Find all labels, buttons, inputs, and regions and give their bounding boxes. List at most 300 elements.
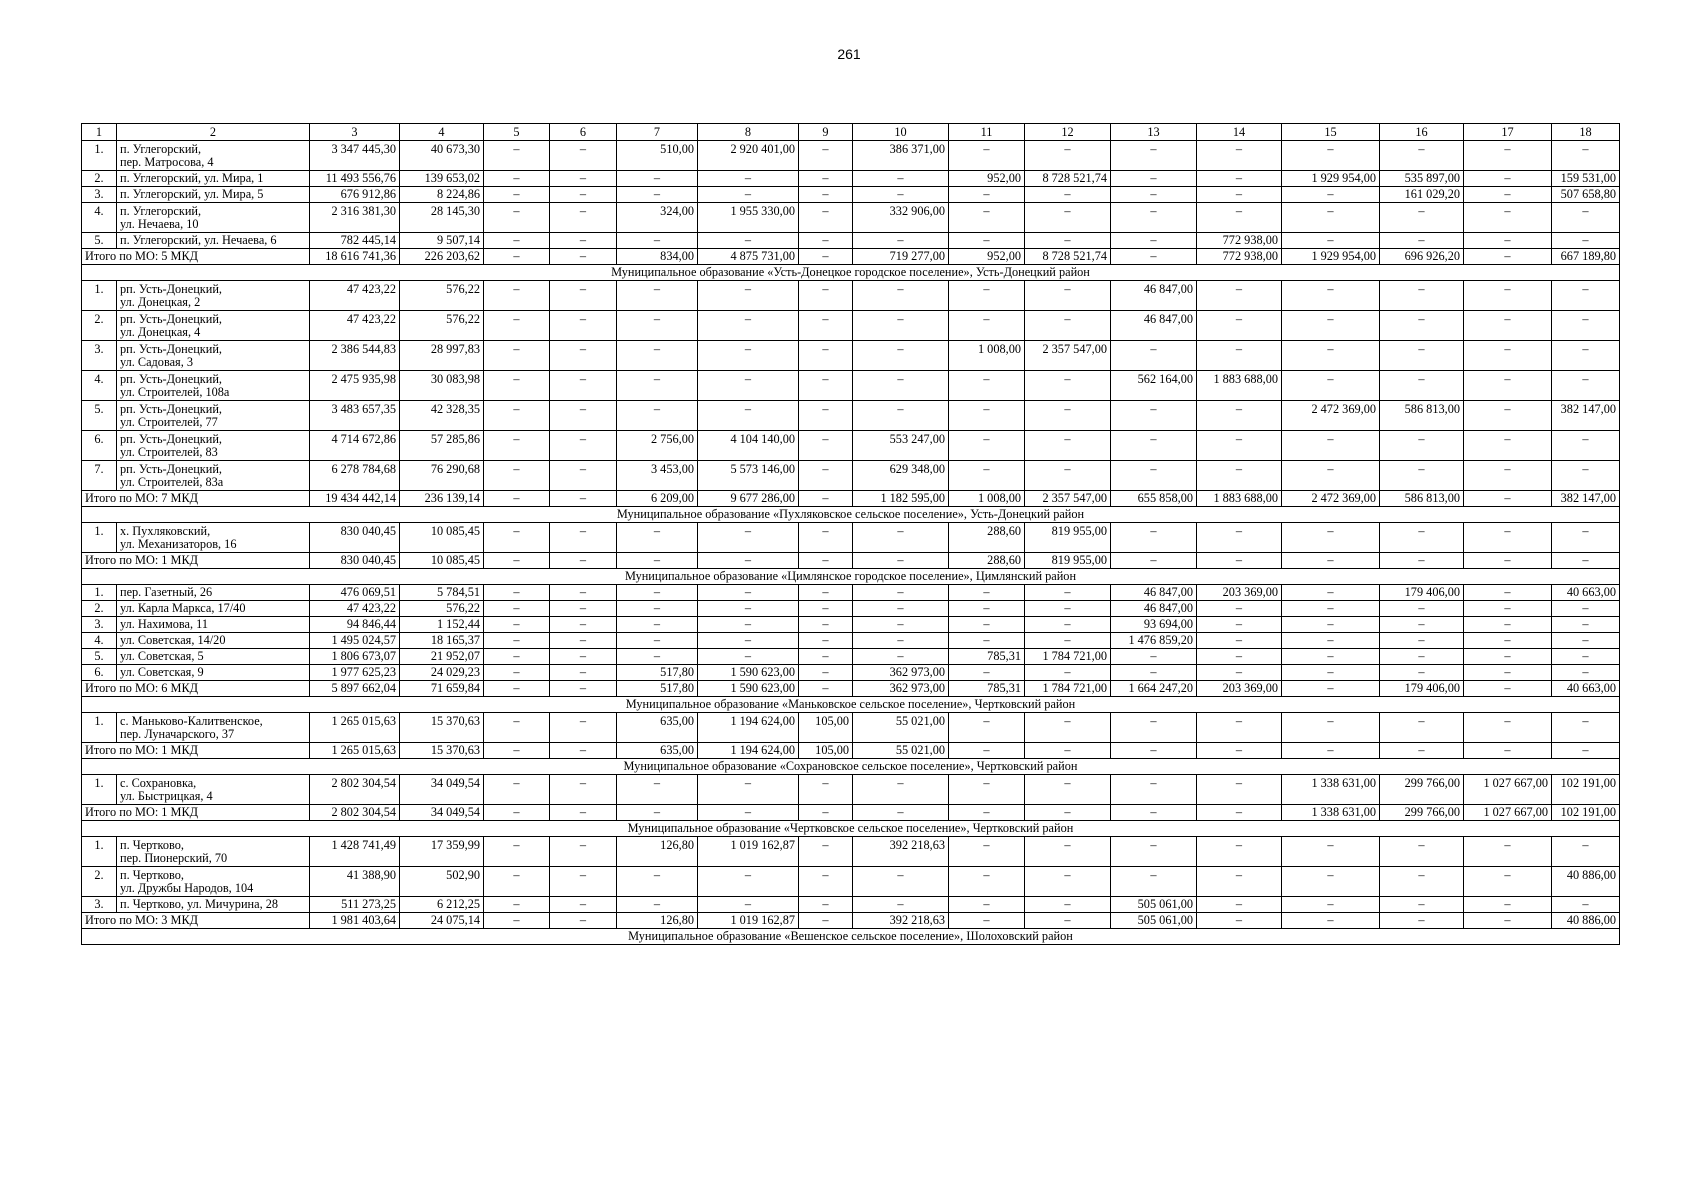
- value-cell: 1 955 330,00: [698, 203, 799, 233]
- value-cell: 40 886,00: [1552, 867, 1620, 897]
- value-cell: –: [1380, 461, 1464, 491]
- value-cell: –: [617, 897, 698, 913]
- value-cell: –: [799, 187, 853, 203]
- value-cell: –: [1552, 461, 1620, 491]
- value-cell: –: [550, 585, 617, 601]
- value-cell: –: [1380, 281, 1464, 311]
- address-cell: [117, 897, 310, 913]
- value-cell: 9 507,14: [400, 233, 484, 249]
- value-cell: 55 021,00: [853, 743, 949, 759]
- value-cell: 785,31: [949, 681, 1025, 697]
- column-header: 18: [1552, 124, 1620, 141]
- total-row: [82, 249, 1620, 265]
- address-cell: [117, 401, 310, 431]
- value-cell: –: [1380, 649, 1464, 665]
- table-row: [82, 585, 1620, 601]
- page-number: 261: [837, 46, 861, 62]
- value-cell: –: [799, 633, 853, 649]
- value-cell: –: [799, 649, 853, 665]
- value-cell: –: [1197, 523, 1282, 553]
- value-cell: –: [1282, 743, 1380, 759]
- value-cell: –: [698, 775, 799, 805]
- value-cell: –: [1552, 713, 1620, 743]
- value-cell: –: [550, 649, 617, 665]
- value-cell: 24 075,14: [400, 913, 484, 929]
- address-line: рп. Усть-Донецкий,: [120, 372, 223, 386]
- value-cell: –: [799, 281, 853, 311]
- address-cell: [117, 171, 310, 187]
- value-cell: –: [799, 141, 853, 171]
- value-cell: –: [484, 491, 550, 507]
- value-cell: 40 663,00: [1552, 681, 1620, 697]
- value-cell: –: [853, 171, 949, 187]
- value-cell: 1 476 859,20: [1111, 633, 1197, 649]
- value-cell: –: [698, 401, 799, 431]
- address-line: рп. Усть-Донецкий,: [120, 342, 223, 356]
- value-cell: –: [550, 203, 617, 233]
- value-cell: 4 104 140,00: [698, 431, 799, 461]
- value-cell: 28 145,30: [400, 203, 484, 233]
- table-row: [82, 187, 1620, 203]
- value-cell: –: [1552, 523, 1620, 553]
- value-cell: –: [1464, 491, 1552, 507]
- address-line: п. Чертково, ул. Мичурина, 28: [120, 897, 279, 911]
- value-cell: –: [1552, 665, 1620, 681]
- value-cell: –: [1025, 187, 1111, 203]
- value-cell: –: [484, 867, 550, 897]
- value-cell: 1 806 673,07: [310, 649, 400, 665]
- value-cell: 8 728 521,74: [1025, 249, 1111, 265]
- value-cell: –: [1464, 341, 1552, 371]
- value-cell: 1 027 667,00: [1464, 775, 1552, 805]
- value-cell: –: [1111, 141, 1197, 171]
- value-cell: 1 981 403,64: [310, 913, 400, 929]
- value-cell: –: [1025, 617, 1111, 633]
- value-cell: –: [799, 401, 853, 431]
- value-cell: –: [550, 171, 617, 187]
- table-row: [82, 141, 1620, 171]
- value-cell: 2 316 381,30: [310, 203, 400, 233]
- value-cell: 2 756,00: [617, 431, 698, 461]
- address-cell: [117, 461, 310, 491]
- value-cell: –: [1111, 187, 1197, 203]
- value-cell: 6 278 784,68: [310, 461, 400, 491]
- value-cell: –: [484, 553, 550, 569]
- value-cell: 34 049,54: [400, 775, 484, 805]
- value-cell: 71 659,84: [400, 681, 484, 697]
- table-header-row: [82, 124, 1620, 141]
- address-line: рп. Усть-Донецкий,: [120, 462, 223, 476]
- value-cell: –: [1464, 401, 1552, 431]
- value-cell: –: [550, 461, 617, 491]
- total-label: Итого по МО: 7 МКД: [82, 491, 310, 507]
- address-cell: [117, 665, 310, 681]
- value-cell: –: [484, 617, 550, 633]
- value-cell: 3 483 657,35: [310, 401, 400, 431]
- value-cell: 57 285,86: [400, 431, 484, 461]
- value-cell: 1 338 631,00: [1282, 775, 1380, 805]
- table-row: [82, 617, 1620, 633]
- value-cell: –: [1197, 867, 1282, 897]
- row-number: 2.: [82, 171, 117, 187]
- value-cell: –: [1282, 371, 1380, 401]
- row-number: 4.: [82, 203, 117, 233]
- value-cell: –: [949, 187, 1025, 203]
- value-cell: –: [1025, 311, 1111, 341]
- value-cell: –: [1197, 805, 1282, 821]
- value-cell: 299 766,00: [1380, 805, 1464, 821]
- value-cell: –: [1464, 523, 1552, 553]
- value-cell: 28 997,83: [400, 341, 484, 371]
- address-cell: [117, 775, 310, 805]
- value-cell: –: [617, 585, 698, 601]
- address-cell: [117, 713, 310, 743]
- value-cell: –: [1282, 681, 1380, 697]
- address-cell: [117, 867, 310, 897]
- value-cell: –: [484, 775, 550, 805]
- address-line: ул. Нахимова, 11: [120, 617, 208, 631]
- value-cell: –: [853, 775, 949, 805]
- value-cell: –: [484, 743, 550, 759]
- value-cell: –: [1464, 203, 1552, 233]
- value-cell: –: [617, 633, 698, 649]
- value-cell: 952,00: [949, 171, 1025, 187]
- value-cell: –: [617, 601, 698, 617]
- address-line: ул. Строителей, 83: [120, 445, 218, 459]
- value-cell: –: [1197, 601, 1282, 617]
- value-cell: 1 590 623,00: [698, 681, 799, 697]
- value-cell: –: [550, 281, 617, 311]
- address-line: рп. Усть-Донецкий,: [120, 432, 223, 446]
- table-row: [82, 649, 1620, 665]
- value-cell: 830 040,45: [310, 523, 400, 553]
- value-cell: –: [1111, 649, 1197, 665]
- value-cell: –: [799, 311, 853, 341]
- value-cell: –: [799, 249, 853, 265]
- row-number: 1.: [82, 775, 117, 805]
- value-cell: 819 955,00: [1025, 553, 1111, 569]
- value-cell: –: [1380, 633, 1464, 649]
- total-row: [82, 491, 1620, 507]
- value-cell: –: [1025, 665, 1111, 681]
- value-cell: –: [853, 601, 949, 617]
- value-cell: 19 434 442,14: [310, 491, 400, 507]
- value-cell: –: [1197, 401, 1282, 431]
- address-line: ул. Строителей, 108а: [120, 385, 230, 399]
- value-cell: –: [1282, 913, 1380, 929]
- value-cell: –: [484, 401, 550, 431]
- value-cell: –: [550, 633, 617, 649]
- section-title: Муниципальное образование «Вешенское сельское поселение», Шолоховский район: [82, 929, 1620, 945]
- address-line: п. Углегорский, ул. Мира, 1: [120, 171, 264, 185]
- value-cell: 332 906,00: [853, 203, 949, 233]
- value-cell: 667 189,80: [1552, 249, 1620, 265]
- address-cell: [117, 141, 310, 171]
- value-cell: 507 658,80: [1552, 187, 1620, 203]
- table-row: [82, 601, 1620, 617]
- value-cell: –: [698, 311, 799, 341]
- address-cell: [117, 617, 310, 633]
- value-cell: –: [550, 837, 617, 867]
- value-cell: 126,80: [617, 837, 698, 867]
- value-cell: –: [799, 867, 853, 897]
- value-cell: –: [1197, 837, 1282, 867]
- value-cell: –: [1025, 585, 1111, 601]
- value-cell: –: [799, 805, 853, 821]
- value-cell: 102 191,00: [1552, 805, 1620, 821]
- value-cell: 629 348,00: [853, 461, 949, 491]
- total-label: Итого по МО: 6 МКД: [82, 681, 310, 697]
- value-cell: –: [484, 341, 550, 371]
- value-cell: –: [1111, 461, 1197, 491]
- value-cell: –: [1464, 585, 1552, 601]
- value-cell: 1 019 162,87: [698, 913, 799, 929]
- value-cell: 6 212,25: [400, 897, 484, 913]
- value-cell: –: [484, 371, 550, 401]
- value-cell: –: [550, 431, 617, 461]
- value-cell: –: [1197, 617, 1282, 633]
- value-cell: –: [1025, 805, 1111, 821]
- value-cell: –: [550, 141, 617, 171]
- value-cell: –: [1380, 341, 1464, 371]
- value-cell: 1 182 595,00: [853, 491, 949, 507]
- section-title: Муниципальное образование «Сохрановское сельское поселение», Чертковский район: [82, 759, 1620, 775]
- value-cell: 2 357 547,00: [1025, 491, 1111, 507]
- value-cell: 236 139,14: [400, 491, 484, 507]
- row-number: 1.: [82, 585, 117, 601]
- address-line: ул. Строителей, 77: [120, 415, 218, 429]
- total-label: Итого по МО: 1 МКД: [82, 743, 310, 759]
- value-cell: 1 428 741,49: [310, 837, 400, 867]
- row-number: 5.: [82, 401, 117, 431]
- value-cell: –: [550, 371, 617, 401]
- section-row: [82, 929, 1620, 945]
- value-cell: –: [949, 601, 1025, 617]
- section-row: [82, 507, 1620, 523]
- value-cell: –: [853, 401, 949, 431]
- value-cell: 719 277,00: [853, 249, 949, 265]
- value-cell: –: [1464, 743, 1552, 759]
- section-title: Муниципальное образование «Маньковское сельское поселение», Чертковский район: [82, 697, 1620, 713]
- table-row: [82, 461, 1620, 491]
- address-line: п. Углегорский,: [120, 142, 202, 156]
- value-cell: –: [484, 633, 550, 649]
- value-cell: –: [1552, 649, 1620, 665]
- value-cell: –: [1380, 203, 1464, 233]
- section-title: Муниципальное образование «Цимлянское городское поселение», Цимлянский район: [82, 569, 1620, 585]
- table-row: [82, 665, 1620, 681]
- value-cell: 46 847,00: [1111, 281, 1197, 311]
- total-row: [82, 553, 1620, 569]
- value-cell: 1 664 247,20: [1111, 681, 1197, 697]
- value-cell: 362 973,00: [853, 681, 949, 697]
- value-cell: 3 453,00: [617, 461, 698, 491]
- value-cell: –: [550, 249, 617, 265]
- table-row: [82, 431, 1620, 461]
- value-cell: 2 357 547,00: [1025, 341, 1111, 371]
- value-cell: –: [1025, 743, 1111, 759]
- value-cell: 18 616 741,36: [310, 249, 400, 265]
- value-cell: –: [1552, 431, 1620, 461]
- value-cell: –: [550, 401, 617, 431]
- value-cell: –: [1282, 601, 1380, 617]
- value-cell: 11 493 556,76: [310, 171, 400, 187]
- value-cell: –: [1197, 553, 1282, 569]
- value-cell: –: [484, 461, 550, 491]
- total-label: Итого по МО: 1 МКД: [82, 805, 310, 821]
- value-cell: –: [1282, 665, 1380, 681]
- address-line: пер. Матросова, 4: [120, 155, 214, 169]
- value-cell: –: [853, 187, 949, 203]
- value-cell: 511 273,25: [310, 897, 400, 913]
- value-cell: 40 663,00: [1552, 585, 1620, 601]
- value-cell: –: [484, 585, 550, 601]
- value-cell: –: [949, 837, 1025, 867]
- value-cell: –: [698, 371, 799, 401]
- value-cell: –: [1111, 401, 1197, 431]
- row-number: 5.: [82, 233, 117, 249]
- value-cell: 505 061,00: [1111, 897, 1197, 913]
- value-cell: –: [550, 867, 617, 897]
- value-cell: 1 152,44: [400, 617, 484, 633]
- address-line: п. Углегорский, ул. Мира, 5: [120, 187, 264, 201]
- value-cell: –: [949, 203, 1025, 233]
- address-cell: [117, 431, 310, 461]
- value-cell: –: [484, 665, 550, 681]
- value-cell: –: [949, 633, 1025, 649]
- value-cell: 203 369,00: [1197, 681, 1282, 697]
- value-cell: 226 203,62: [400, 249, 484, 265]
- value-cell: 161 029,20: [1380, 187, 1464, 203]
- value-cell: –: [1111, 837, 1197, 867]
- value-cell: –: [1464, 837, 1552, 867]
- value-cell: –: [799, 233, 853, 249]
- value-cell: –: [1380, 665, 1464, 681]
- value-cell: –: [853, 897, 949, 913]
- value-cell: –: [698, 523, 799, 553]
- value-cell: –: [1197, 341, 1282, 371]
- row-number: 6.: [82, 431, 117, 461]
- address-line: ул. Быстрицкая, 4: [120, 789, 213, 803]
- address-line: х. Пухляковский,: [120, 524, 211, 538]
- column-header: 17: [1464, 124, 1552, 141]
- column-header: 9: [799, 124, 853, 141]
- value-cell: –: [698, 341, 799, 371]
- value-cell: –: [1464, 913, 1552, 929]
- value-cell: –: [484, 713, 550, 743]
- value-cell: –: [1552, 633, 1620, 649]
- value-cell: 1 929 954,00: [1282, 171, 1380, 187]
- value-cell: –: [799, 491, 853, 507]
- value-cell: –: [1464, 171, 1552, 187]
- value-cell: –: [799, 601, 853, 617]
- value-cell: –: [550, 775, 617, 805]
- value-cell: 203 369,00: [1197, 585, 1282, 601]
- value-cell: 517,80: [617, 665, 698, 681]
- value-cell: –: [550, 311, 617, 341]
- value-cell: 15 370,63: [400, 743, 484, 759]
- value-cell: 3 347 445,30: [310, 141, 400, 171]
- value-cell: 1 265 015,63: [310, 743, 400, 759]
- section-title: Муниципальное образование «Пухляковское сельское поселение», Усть-Донецкий район: [82, 507, 1620, 523]
- value-cell: –: [1197, 281, 1282, 311]
- value-cell: –: [698, 601, 799, 617]
- value-cell: –: [1380, 523, 1464, 553]
- value-cell: –: [1464, 187, 1552, 203]
- column-header: 16: [1380, 124, 1464, 141]
- value-cell: 1 008,00: [949, 491, 1025, 507]
- value-cell: 46 847,00: [1111, 311, 1197, 341]
- value-cell: 9 677 286,00: [698, 491, 799, 507]
- value-cell: –: [1111, 249, 1197, 265]
- value-cell: –: [1464, 633, 1552, 649]
- value-cell: 502,90: [400, 867, 484, 897]
- value-cell: –: [698, 233, 799, 249]
- row-number: 1.: [82, 837, 117, 867]
- value-cell: –: [550, 897, 617, 913]
- value-cell: –: [853, 233, 949, 249]
- value-cell: –: [1111, 523, 1197, 553]
- value-cell: 2 472 369,00: [1282, 491, 1380, 507]
- value-cell: 105,00: [799, 713, 853, 743]
- value-cell: –: [1197, 743, 1282, 759]
- value-cell: –: [1464, 665, 1552, 681]
- address-line: ул. Садовая, 3: [120, 355, 194, 369]
- column-header: 2: [117, 124, 310, 141]
- value-cell: 5 573 146,00: [698, 461, 799, 491]
- value-cell: –: [550, 553, 617, 569]
- table-row: [82, 371, 1620, 401]
- value-cell: –: [698, 617, 799, 633]
- address-cell: [117, 585, 310, 601]
- value-cell: 8 224,86: [400, 187, 484, 203]
- value-cell: –: [1464, 249, 1552, 265]
- value-cell: 1 265 015,63: [310, 713, 400, 743]
- value-cell: –: [1197, 311, 1282, 341]
- row-number: 6.: [82, 665, 117, 681]
- value-cell: –: [550, 601, 617, 617]
- value-cell: –: [1552, 837, 1620, 867]
- value-cell: –: [949, 141, 1025, 171]
- value-cell: –: [1552, 311, 1620, 341]
- value-cell: 576,22: [400, 311, 484, 341]
- column-header: 6: [550, 124, 617, 141]
- address-line: ул. Советская, 5: [120, 649, 204, 663]
- column-header: 8: [698, 124, 799, 141]
- value-cell: –: [853, 649, 949, 665]
- value-cell: 696 926,20: [1380, 249, 1464, 265]
- row-number: 1.: [82, 141, 117, 171]
- value-cell: –: [1380, 601, 1464, 617]
- address-line: ул. Механизаторов, 16: [120, 537, 237, 551]
- row-number: 3.: [82, 617, 117, 633]
- value-cell: 288,60: [949, 553, 1025, 569]
- address-line: с. Маньково-Калитвенское,: [120, 714, 263, 728]
- address-cell: [117, 523, 310, 553]
- row-number: 5.: [82, 649, 117, 665]
- value-cell: 1 883 688,00: [1197, 371, 1282, 401]
- address-cell: [117, 633, 310, 649]
- value-cell: 2 472 369,00: [1282, 401, 1380, 431]
- value-cell: –: [698, 281, 799, 311]
- value-cell: –: [1380, 897, 1464, 913]
- column-header: 4: [400, 124, 484, 141]
- value-cell: 382 147,00: [1552, 491, 1620, 507]
- section-row: [82, 265, 1620, 281]
- row-number: 1.: [82, 523, 117, 553]
- address-cell: [117, 311, 310, 341]
- value-cell: –: [949, 743, 1025, 759]
